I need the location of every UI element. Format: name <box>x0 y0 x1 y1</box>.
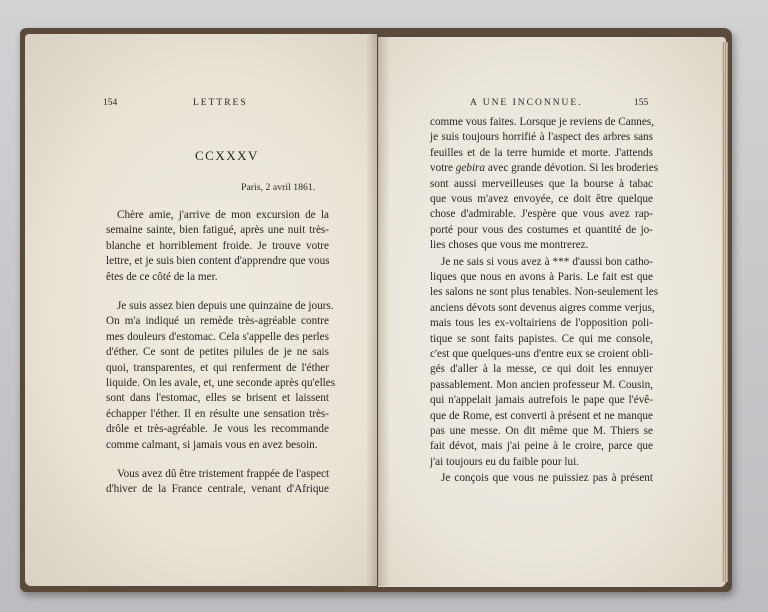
page-number: 155 <box>634 98 649 108</box>
text-line: quoi, transparentes, et qui renferment de l'éther <box>106 361 329 374</box>
text-line: lies choses que vous me montrerez. <box>430 239 589 252</box>
text-line: gés d'aller à la messe, ce qui doit les ennuyer <box>430 363 653 376</box>
text-line: pas une messe. On dit même que M. Thiers se <box>430 425 653 437</box>
running-head: LETTRES <box>193 98 248 108</box>
text-line: Je suis assez bien depuis une quinzaine de jours. <box>117 300 334 312</box>
text-line: Chère amie, j'arrive de mon excursion de la <box>117 209 329 221</box>
text-line: mais tous les ex-voltairiens de l'opposition poli- <box>430 317 653 330</box>
text-line: liques que nous en avons à Paris. Le fait est que <box>430 271 653 283</box>
text-line: sont dans l'estomac, elles se brisent et laissent <box>106 392 329 405</box>
text-line: On m'a indiqué un remède très-agréable contre <box>106 315 329 328</box>
page-number: 154 <box>103 98 118 108</box>
text-line: Je ne sais si vous avez à *** d'aussi bon catho- <box>441 255 653 268</box>
text-line: j'ai toujours eu du faible pour lui. <box>430 455 579 468</box>
text-line: que de Rome, est converti à présent et ne manque <box>430 409 653 422</box>
text-line: tique se sont faits papistes. Ce qui me console, <box>430 332 653 345</box>
right-page <box>378 37 726 587</box>
letter-number: CCXXXV <box>195 148 259 163</box>
text-line: votre gebira avec grande dévotion. Si les broderies <box>430 162 659 175</box>
text-line: anciens dévots sont devenus aigres comme verjus, <box>430 301 655 314</box>
left-page <box>25 34 377 586</box>
text-line: chose d'admirable. J'espère que vous avez rap- <box>430 208 653 221</box>
text-line: comme calmant, si jamais vous en avez besoin. <box>106 438 318 451</box>
text-line: c'est que quelques-uns d'entre eux se croient obli- <box>430 348 653 360</box>
text-line: sont aussi merveilleuses que la bourse à tabac <box>430 177 653 190</box>
text-line: d'hiver de la France centrale, venant d'Afrique <box>106 483 329 496</box>
text-line: blanche et horriblement froide. Je trouve votre <box>106 239 329 252</box>
page-edges <box>722 42 728 582</box>
text-line: qui n'appelait jamais autrefois le pape que l'évê- <box>430 394 653 407</box>
text-line: feuilles et de la terre humide et morte. J'attends <box>430 146 653 159</box>
text-line: semaine sainte, bien fatigué, après une nuit très- <box>106 224 329 237</box>
text-line: êtes de ce côté de la mer. <box>106 270 218 283</box>
text-line: échapper l'éther. Il en résulte une sensation très- <box>106 407 329 420</box>
book-gutter <box>366 34 390 586</box>
text-line: mes douleurs d'estomac. Cela s'appelle des perles <box>106 330 329 343</box>
text-line: Vous avez dû être tristement frappée de l'aspect <box>117 468 330 480</box>
running-head: A UNE INCONNUE. <box>470 98 583 108</box>
text-line: d'éther. Ce sont de petites pilules de je ne sais <box>106 346 329 359</box>
text-line: lettre, et je suis bien content d'apprendre que vous <box>106 255 330 268</box>
text-line: drôle et très-agréable. Je vous les recommande <box>106 423 329 436</box>
text-line: porté pour vous des costumes et quantité de jo- <box>430 223 653 236</box>
text-line: liquide. On les avale, et, une seconde après qu'elles <box>106 377 336 389</box>
text-line: que vous m'avez envoyée, ce doit être quelque <box>430 193 653 205</box>
text-line: les salons ne sont plus tenables. Non-seulement les <box>430 286 659 299</box>
dateline: Paris, 2 avril 1861. <box>241 182 316 193</box>
text-line: passablement. Mon ancien professeur M. Cousin, <box>430 378 653 391</box>
text-line: comme vous faites. Lorsque je reviens de Cannes, <box>430 116 654 128</box>
text-line: fait dévot, mais j'ai peine à le croire, parce que <box>430 440 653 453</box>
italic-word: gebira <box>455 162 486 175</box>
text-line: je suis toujours horrifié à l'aspect des arbres sans <box>430 131 653 144</box>
text-line: Je conçois que vous ne puissiez pas à présent <box>441 472 653 485</box>
